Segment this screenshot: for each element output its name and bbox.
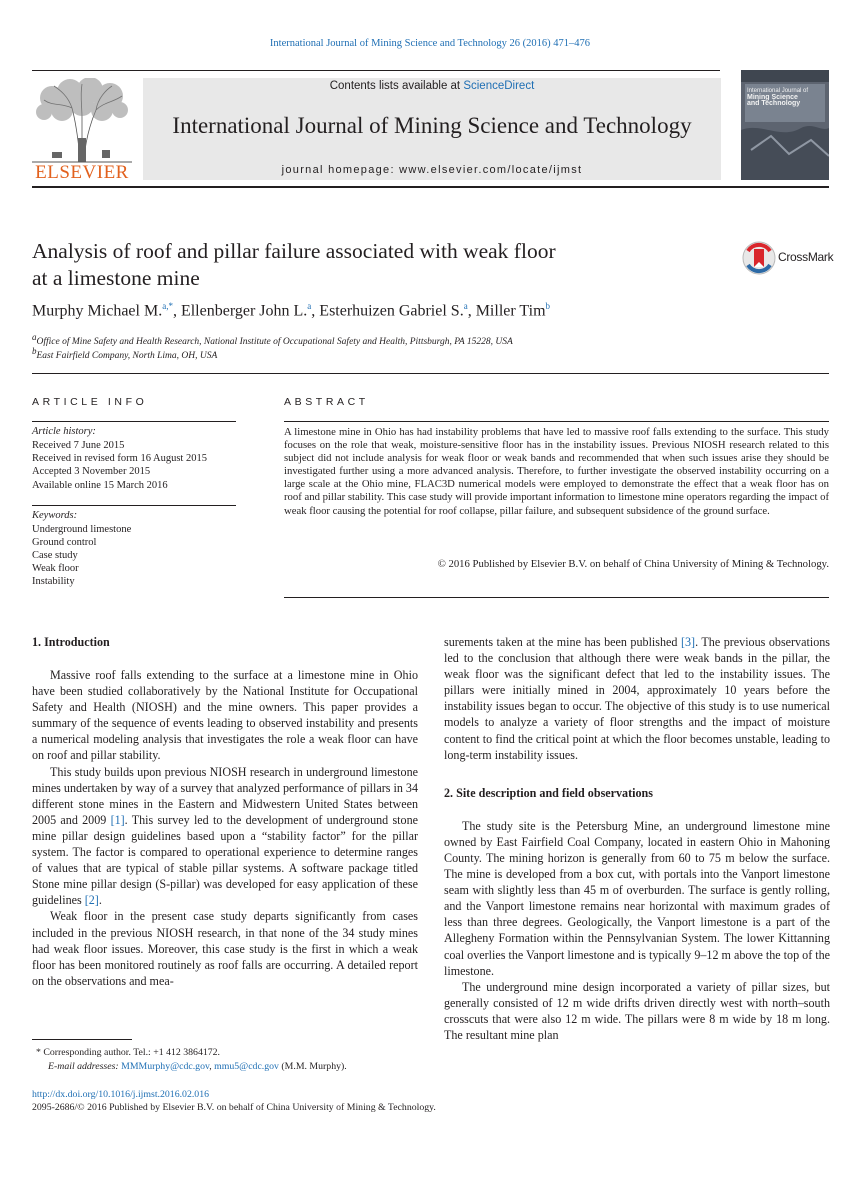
divider [32, 186, 829, 188]
contents-line [143, 80, 721, 92]
author-name: Ellenberger John L. [180, 302, 308, 320]
author-list [32, 301, 812, 320]
footnote [36, 1046, 426, 1073]
author-affiliation-mark[interactable]: a [463, 301, 468, 311]
keyword: Case study [32, 550, 78, 561]
author-name: Esterhuizen Gabriel S. [319, 302, 464, 320]
paragraph-text: surements taken at the mine has been published [444, 635, 681, 649]
article-title [32, 238, 692, 292]
issn-copyright: 2095-2686/© 2016 Published by Elsevier B.V. on behalf of China University of Mining & Technology. [32, 1102, 436, 1113]
journal-name: International Journal of Mining Science and Technology [172, 113, 692, 138]
keywords-heading: Keywords: [32, 510, 78, 521]
paragraph: The study site is the Petersburg Mine, an underground limestone mine owned by East Fairfield Coal Company, located in eastern Ohio in Mahoning County. The mining horizon is generally from 60 to 75 m below the surface. The mine is developed from a box cut, with portals into the Vanport limestone seam with slightly less than 45 m of overburden. The surface is gently rolling, and the Vanport limestone remains near horizontal with maximum grades of less than three degrees. Geologically, the Vanport limestone is a part of the Allegheny Formation within the Pennsylvanian System. The lower Kittanning coal overlies the Vanport limestone and is typically 9–12 m above the top of the limestone. [444, 818, 831, 978]
divider [32, 505, 236, 506]
affiliation-text: Office of Mine Safety and Health Research, National Institute of Occupational Safety and Health, Pittsburgh, PA 15228, USA [36, 337, 513, 348]
corresponding-author-note: * Corresponding author. Tel.: +1 412 3864172. [36, 1047, 220, 1058]
keyword: Weak floor [32, 563, 79, 574]
author-separator: , [172, 302, 181, 320]
journal-cover-image [741, 70, 829, 180]
crossmark-label: CrossMark [778, 250, 834, 264]
reference-link[interactable]: [2] [84, 893, 99, 908]
author-affiliation-mark[interactable]: b [545, 301, 551, 311]
title-line: Analysis of roof and pillar failure associated with weak floor [32, 239, 556, 263]
divider [284, 597, 829, 598]
article-info-heading: ARTICLE INFO [32, 396, 148, 408]
paragraph-text: . This survey led to the development of underground stone mine pillar design guidelines based upon a “stability factor” for the pillar system. The factor is compared to operational experience to determine ranges of values that are typical of stable pillar systems. A software package titled Stone mine pillar design (S-pillar) was developed for easy application of these guidelines [32, 812, 418, 908]
body-column-left [32, 634, 418, 989]
abstract-text: A limestone mine in Ohio has had instability problems that have led to massive roof falls extending to the surface. This study focuses on the role that weak, moisture-sensitive floor has in the instability issues. Previous NIOSH research related to this subject did not include analysis for weak floor or weak bands and recommended that when such issues arise they should be investigated further using a more advanced analysis. Therefore, to further investigate the observed instability occurring on a large scale at the Ohio mine, FLAC3D numerical models were employed to demonstrate the effect that a weak floor has on roof and pillar stability. This case study will provide important information to limestone mine operators regarding the impact of weak floor causing the potential for roof collapse, pillar failure, and subsequent subsidence of the ground surface. [284, 426, 829, 517]
paragraph-text: This study builds upon previous NIOSH research in underground limestone mines undertaken by way of a survey that analyzed performance of pillars in 34 different stone mines in the Eastern and Midwestern United States between 2005 and 2009 [32, 764, 418, 827]
keyword: Underground limestone [32, 524, 132, 535]
keywords-list [32, 523, 242, 588]
history-item: Accepted 3 November 2015 [32, 466, 151, 478]
title-line: at a limestone mine [32, 266, 200, 290]
divider [32, 421, 236, 422]
author-affiliation-mark[interactable]: a [307, 301, 312, 311]
paragraph [444, 634, 830, 763]
divider [284, 421, 829, 422]
author-affiliation-mark[interactable]: a,* [162, 301, 173, 311]
elsevier-wordmark: ELSEVIER [35, 162, 129, 183]
doi-link[interactable]: http://dx.doi.org/10.1016/j.ijmst.2016.02.016 [32, 1089, 209, 1100]
paragraph-text: . The previous observations led to the conclusion that although there were weak bands in the pillar, the weak floor was the significant defect that led to the instability issues. The pillars were initially mined in 2004, approximately 10 years before the instability issues began to occur. The objective of this study is to use numerical models to analyze a variety of floor strengths and the impact of moisture content to find the critical point at which the floor becomes unstable, leading to long-term instability issues. [444, 635, 830, 762]
history-item: Available online 15 March 2016 [32, 479, 168, 491]
abstract-copyright: © 2016 Published by Elsevier B.V. on behalf of China University of Mining & Technology. [437, 558, 829, 570]
paragraph [32, 764, 418, 909]
keyword: Ground control [32, 537, 97, 548]
contents-prefix: Contents lists available at [329, 80, 464, 92]
cover-line: Mining Science [747, 93, 798, 101]
cover-line: and Technology [747, 100, 801, 107]
history-item: Received in revised form 16 August 2015 [32, 453, 207, 465]
sciencedirect-link[interactable]: ScienceDirect [463, 80, 535, 92]
abstract-heading: ABSTRACT [284, 396, 369, 408]
reference-link[interactable]: [1] [110, 812, 125, 827]
journal-homepage[interactable]: journal homepage: www.elsevier.com/locate/ijmst [281, 164, 583, 176]
history-heading: Article history: [32, 426, 96, 437]
crossmark-button[interactable] [742, 240, 832, 276]
author-separator: , [467, 302, 476, 320]
author-name: Murphy Michael M. [32, 302, 163, 320]
history-item: Received 7 June 2015 [32, 440, 125, 451]
article-history [32, 439, 242, 492]
email-separator: , [209, 1060, 215, 1072]
reference-link[interactable]: [3] [680, 635, 696, 649]
cover-line: International Journal of [747, 88, 809, 94]
crossmark-icon [742, 241, 776, 275]
divider [32, 373, 829, 374]
journal-cover-thumbnail[interactable] [741, 70, 829, 180]
affiliation-mark: a [32, 332, 37, 342]
section-heading: 1. Introduction [32, 635, 110, 649]
affiliation-text: East Fairfield Company, North Lima, OH, USA [36, 351, 218, 362]
divider [32, 70, 720, 71]
paragraph: The underground mine design incorporated a variety of pillar sizes, but generally consisted of 12 m wide drifts driven directly west with north–south crosscuts that were also 12 m wide. The pillars were 8 m wide by 18 m long. The resultant mine plan [444, 979, 830, 1042]
email-owner: (M.M. Murphy). [278, 1060, 347, 1072]
journal-citation[interactable]: International Journal of Mining Science and Technology 26 (2016) 471–476 [269, 38, 591, 49]
affiliation-mark: b [32, 346, 37, 356]
affiliation [32, 332, 812, 347]
paragraph: Massive roof falls extending to the surface at a limestone mine in Ohio have been studied collaboratively by the National Institute for Occupational Safety and Health (NIOSH) and the mine owners. This paper provides a summary of the sequence of events leading to observed instability and presents a numerical modeling analysis that investigates the role a weak floor can have on roof and pillar stability. [32, 668, 418, 763]
affiliation [32, 346, 812, 361]
body-column-right [444, 634, 830, 1043]
email-line [36, 1060, 426, 1074]
footnote-divider [32, 1039, 132, 1040]
keyword: Instability [32, 576, 75, 587]
paragraph-text: . [98, 893, 102, 908]
paragraph: Weak floor in the present case study departs significantly from cases included in the previous NIOSH research, in that none of the 34 study mines had weak floor issues. Moreover, this case study is the first in which a weak floor has been monitored routinely as roof falls are occurring. A detailed report on the observations and mea- [32, 909, 418, 988]
email-link[interactable]: MMMurphy@cdc.gov [121, 1060, 210, 1072]
section-heading: 2. Site description and field observations [444, 785, 653, 800]
author-name: Miller Tim [475, 302, 546, 320]
email-link[interactable]: mmu5@cdc.gov [214, 1060, 279, 1072]
email-label: E-mail addresses: [48, 1060, 122, 1072]
author-separator: , [311, 302, 320, 320]
